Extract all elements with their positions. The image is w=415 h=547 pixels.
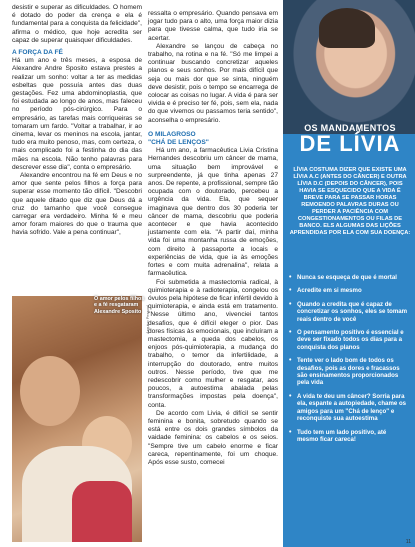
paragraph: Foi submetida a mastectomia radical, à quimioterapia e à radioterapia, congelou os óvulos pela hipótese de ficar infértil devido à quimioterapia, e ainda está em tratamento. "Nesse último ano, vivenciei tantos desafios, que é difícil eleger o pior. Das dores físicas às emocionais, que incluíram a mastectomia, a queda dos cabelos, os enjoos pós-quimioterapia, a mudança do trabalho, o temor da infertilidade, a interrupção do doutorado, entre muitos outros. Nesse período, tive que me redescobrir como mulher e resgatar, aos poucos, a autoestima abalada pelas transformações impostas pela doença", conta.	[148, 278, 278, 409]
article-column-1	[12, 4, 142, 238]
paragraph: Há um ano e três meses, a esposa de Alexandre Andre Sposito estava prestes a realizar um sonho: voltar a ter as medidas esbeltas que possuía antes das duas gestações. Fez uma abdominoplastia, que foi estudada ao longo de anos, mas faleceu no período pós-cirúrgico. Para o empresário, as tarefas mais corriqueiras se tomaram um fardo. "Voltar a trabalhar, ir ao cinema, levar os meninos na escola, jantar, tudo era muito penoso, mas, com certeza, o mais complicado foi a festinha do dia das mães na escola. Não tenho palavras para descrever esse dia", conta o empresário.	[12, 57, 142, 171]
photo-figure	[20, 356, 80, 426]
page-number: 11	[405, 539, 411, 545]
sidebar-title-small: OS MANDAMENTOS	[304, 123, 396, 133]
paragraph: ressalta o empresário. Quando pensava em jogar tudo para o alto, uma força maior dizia para que tivesse calma, que tudo iria se acertar.	[148, 10, 278, 42]
bullet-icon: •	[289, 392, 292, 400]
paragraph: desistir e superar as dificuldades. O homem é dotado do poder da crença e ela é fundamental para a conquista da felicidade", afirma o médico, que hoje acredita ser capaz de superar quaisquer dificuldades.	[12, 4, 142, 44]
subheading: "CHÁ DE LENÇOS"	[148, 139, 209, 147]
list-item: • Quando a credita que é capaz de concretizar os sonhos, eles se tomam reais dentro de você	[289, 300, 408, 323]
bullet-icon: •	[289, 329, 292, 337]
subheading: A FORÇA DA FÉ	[12, 49, 63, 57]
family-photo	[12, 296, 142, 542]
paragraph: Alexandre se lançou de cabeça no trabalho, na rotina e na fé. "Só me limpei a continuar buscando concretizar aqueles planos e seus sonhos. Por mais difícil que seja ou mais dor que se sinta, ninguém deve desistir, pois o tempo se encarrega de colocar as coisas no lugar. A vida é para ser vivida e é preciso ter fé, pois, sem ela, nada do que vivemos ou passamos teria sentido", aconselha o empresário.	[148, 42, 278, 124]
paragraph: Alexandre encontrou na fé em Deus e no amor que sente pelos filhos a força para superar esse momento tão difícil. "Descobri que aquele ditado que diz que Deus dá a cruz do tamanho que você consegue carregar era verdadeiro. Minha fé e meu amor foram maiores do que o trauma que havia sofrido. Vale a pena continuar",	[12, 172, 142, 237]
bullet-icon: •	[289, 287, 292, 295]
article-column-2	[148, 10, 278, 467]
sidebar-intro: LÍVIA COSTUMA DIZER QUE EXISTE UMA LÍVIA A.C (ANTES DO CÂNCER) E OUTRA LÍVIA D.C (DEPOIS DO CÂNCER), POIS HAVIA SE ESQUECIDO QUE A VIDA É BREVE PARA SE PASSAR HORAS REMOENDO PALAVRAS DURAS OU PERDER A PACIÊNCIA COM CONGESTIONAMENTOS OU FILAS DE BANCO. ELS ALGUMAS DAS LIÇÕES APRENDIDAS POR ELA COM SUA DOENÇA:	[289, 167, 411, 236]
list-item: • Acredite em si mesmo	[289, 287, 362, 295]
list-item: • O pensamento positivo é essencial e deve ser fixado todos os dias para a conquista dos planos	[289, 329, 404, 351]
list-item: • Tente ver o lado bom de todos os desafios, pois as dores e fracassos são ensinamentos proporcionados pela vida	[289, 357, 400, 387]
portrait-photo	[283, 0, 415, 134]
sidebar-title-big: DE LÍVIA	[299, 131, 401, 156]
list-item: • Nunca se esqueça de que é mortal	[289, 274, 397, 281]
bullet-icon: •	[289, 274, 292, 281]
sidebar-box	[283, 0, 415, 547]
bullet-icon: •	[289, 357, 292, 365]
list-item: • Tudo tem um lado positivo, até mesmo ficar careca!	[289, 428, 387, 443]
sidebar-title	[289, 123, 411, 155]
list-item: • A vida te deu um câncer? Sorria para ela, espante a autopiedade, chame os amigos para um "Chá de lenço" e reconquiste sua autoestima	[289, 392, 407, 423]
photo-figure	[72, 481, 132, 542]
paragraph: De acordo com Livia, é difícil se sentir feminina e bonita, sobretudo quando se está entre os dois grandes símbolos da vaidade feminina: os cabelos e os seios. "Sempre tive um cabelo enorme e ficar careca, repentinamente, foi um choque. Após esse susto, comecei	[148, 409, 278, 466]
portrait-figure	[319, 8, 375, 48]
photo-caption: O amor pelos filhos e a fé resgataram Alexandre Sposito	[94, 296, 145, 315]
subheading: O MILAGROSO	[148, 130, 196, 138]
bullet-icon: •	[289, 428, 292, 436]
commandments-list	[289, 274, 409, 449]
bullet-icon: •	[289, 300, 292, 308]
photo-credit: Arquivo Pessoal	[145, 305, 150, 334]
paragraph: Há um ano, a farmacêutica Livia Cristina Hernandes descobriu um câncer de mama, uma situação bem improvável e surpreendente, já que tinha apenas 27 anos. De repente, a profissional, sempre tão ocupada com o doutorado, percebeu a urgência da vida. Ela, que sequer imaginava que dentro dos 30 poderia ter câncer de mama, descobriu que poderia acontecer e que havia acontecido justamente com ela. "A partir daí, minha vida foi uma montanha russa de emoções, com direito à passaporte a locais e experiências de vida, que ia às emoções fortes e com muita adrenalina", relata a farmacêutica.	[148, 147, 278, 278]
